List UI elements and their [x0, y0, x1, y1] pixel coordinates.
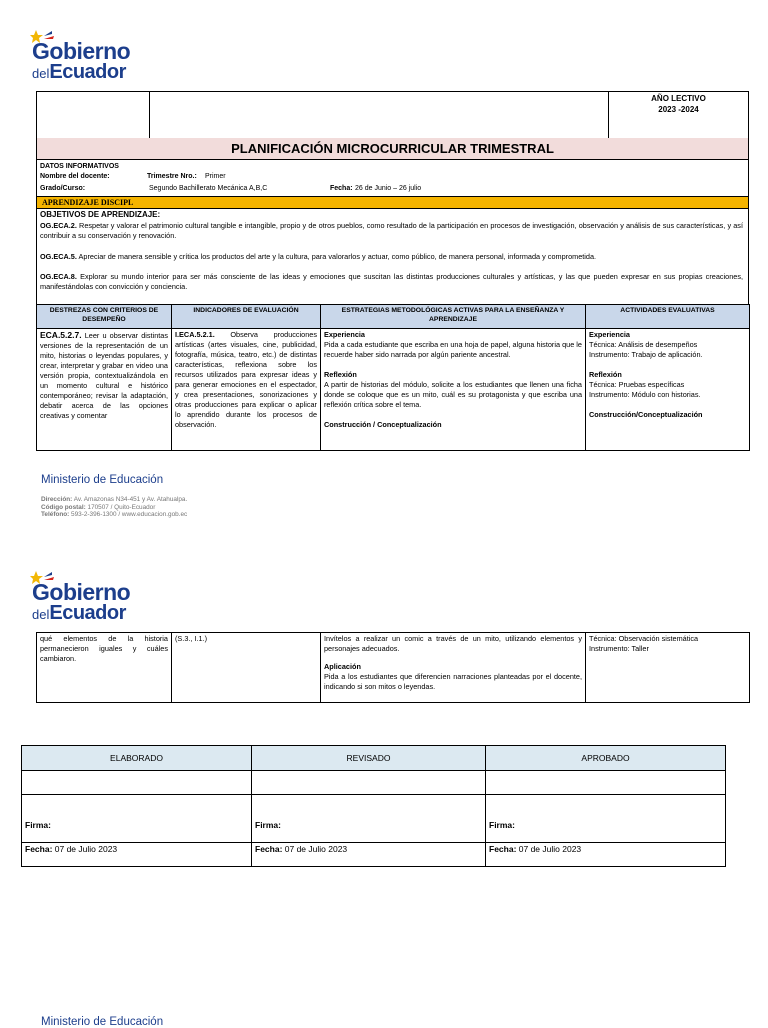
- signature-header-elaborado: ELABORADO: [22, 746, 252, 771]
- page-title: PLANIFICACIÓN MICROCURRICULAR TRIMESTRAL: [231, 141, 554, 156]
- gobierno-logo: [30, 30, 160, 82]
- logo-line2: delEcuador: [32, 602, 126, 624]
- trimester-label: Trimestre Nro.:: [147, 173, 197, 180]
- plan-table-continued: [36, 632, 750, 703]
- strategy-cell: Experiencia Pida a cada estudiante que escriba en una hoja de papel, alguna historia que le recuerde haber sido narrada por algún pariente ancestral. Reflexión A partir de historias del módulo, solicite a los estudiantes que llenen una ficha donde se coloque que es un mito, cuál es su protagonista y que escriba una reflexión crítica sobre el tema. Construcción / Conceptualización: [321, 329, 586, 451]
- logo-line1: Gobierno: [32, 579, 131, 605]
- header-table: [36, 91, 749, 139]
- signature-field: Firma:: [22, 795, 252, 843]
- indicator-cell: I.ECA.5.2.1. Observa producciones artísticas (artes visuales, cine, publicidad, fotografía, música, teatro, etc.) de distintas características, reflexiona sobre los recursos utilizados para expresar ideas y para generar emociones en el espectador, y crea presentaciones, sonorizaciones y otras producciones para explicar o aplicar lo aprendido durante los procesos de observación.: [172, 329, 321, 451]
- header-cell-empty-2: [150, 92, 609, 139]
- activity-cell-continued: Técnica: Observación sistemática Instrumento: Taller: [586, 633, 750, 703]
- ministry-name-2: Ministerio de Educación: [41, 1016, 164, 1028]
- school-year-value: 2023 -2024: [658, 105, 699, 114]
- footer-address: Dirección: Av. Amazonas N34-451 y Av. Atahualpa. Código postal: 170507 / Quito-Ecuador Teléfono: 593-2-396-1300 / www.educacion.gob.ec: [41, 496, 188, 518]
- objectives-heading: OBJETIVOS DE APRENDIZAJE:: [40, 210, 161, 219]
- grade-value: Segundo Bachillerato Mecánica A,B,C: [149, 185, 268, 192]
- gobierno-logo-2: [30, 571, 160, 623]
- info-section-label: DATOS INFORMATIVOS: [40, 163, 119, 170]
- school-year-cell: [609, 92, 749, 139]
- signature-name-cell: [486, 771, 726, 795]
- objectives-block: [36, 208, 749, 305]
- strategy-cell-continued: Invítelos a realizar un comic a través de un mito, utilizando elementos y personajes adecuados. Aplicación Pida a los estudiantes que diferencien narraciones planteadas por el docente, indicando si son mitos o leyendas.: [321, 633, 586, 703]
- activity-cell: Experiencia Técnica: Análisis de desempeños Instrumento: Trabajo de aplicación. Reflexión Técnica: Pruebas específicas Instrumento: Módulo con historias. Construcción/Conceptualización: [586, 329, 750, 451]
- indicator-cell-continued: (S.3., I.1.): [172, 633, 321, 703]
- header-cell-empty-1: [37, 92, 150, 139]
- date-value: 26 de Junio – 26 julio: [355, 185, 422, 192]
- plan-table: [36, 304, 750, 451]
- column-header-skills: DESTREZAS CON CRITERIOS DE DESEMPEÑO: [37, 305, 172, 329]
- school-year-label: AÑO LECTIVO: [651, 94, 706, 103]
- discipline-label: APRENDIZAJE DISCIPL: [42, 198, 134, 207]
- signature-table: [21, 745, 726, 867]
- ministry-name: Ministerio de Educación: [41, 474, 164, 486]
- title-bar: [36, 138, 749, 160]
- signature-field: Firma:: [252, 795, 486, 843]
- objective-2: OG.ECA.5. Apreciar de manera sensible y crítica los productos del arte y la cultura, para valorarlos y actuar, como público, de manera personal, informada y comprometida.: [40, 252, 597, 261]
- objective-1: OG.ECA.2. Respetar y valorar el patrimonio cultural tangible e intangible, propio y de otros pueblos, como resultado de la participación en procesos de investigación, observación y análisis de sus características, y así contribuir a su conservación y renovación.: [40, 221, 743, 240]
- objective-3: OG.ECA.8. Explorar su mundo interior para ser más consciente de las ideas y emociones que suscitan las distintas producciones culturales y artísticas, y las que pueden expresar en sus propias creaciones, manifestándolas con convicción y conciencia.: [40, 272, 743, 291]
- skill-cell: ECA.5.2.7. Leer u observar distintas versiones de la representación de un mito, historias o leyendas populares, y crear, interpretar y grabar en video una versión propia, contextualizándola en un momento cultural e histórico contemporáneo; revisar la adaptación, debatir acerca de las opciones creativas y comentar: [37, 329, 172, 451]
- signature-header-revisado: REVISADO: [252, 746, 486, 771]
- logo-line1: Gobierno: [32, 38, 131, 64]
- signature-name-cell: [22, 771, 252, 795]
- teacher-label: Nombre del docente:: [40, 173, 110, 180]
- info-block: [36, 160, 749, 197]
- date-label: Fecha:: [330, 185, 353, 192]
- grade-label: Grado/Curso:: [40, 185, 86, 192]
- signature-date: Fecha: 07 de Julio 2023: [252, 843, 486, 867]
- trimester-value: Primer: [205, 173, 226, 180]
- column-header-indicators: INDICADORES DE EVALUACIÓN: [172, 305, 321, 329]
- column-header-strategies: ESTRATEGIAS METODOLÓGICAS ACTIVAS PARA LA ENSEÑANZA Y APRENDIZAJE: [321, 305, 586, 329]
- signature-header-aprobado: APROBADO: [486, 746, 726, 771]
- signature-date: Fecha: 07 de Julio 2023: [486, 843, 726, 867]
- column-header-activities: ACTIVIDADES EVALUATIVAS: [586, 305, 750, 329]
- logo-line2: delEcuador: [32, 61, 126, 83]
- signature-field: Firma:: [486, 795, 726, 843]
- signature-name-cell: [252, 771, 486, 795]
- skill-cell-continued: qué elementos de la historia permanecieron iguales y cuáles cambiaron.: [37, 633, 172, 703]
- signature-date: Fecha: 07 de Julio 2023: [22, 843, 252, 867]
